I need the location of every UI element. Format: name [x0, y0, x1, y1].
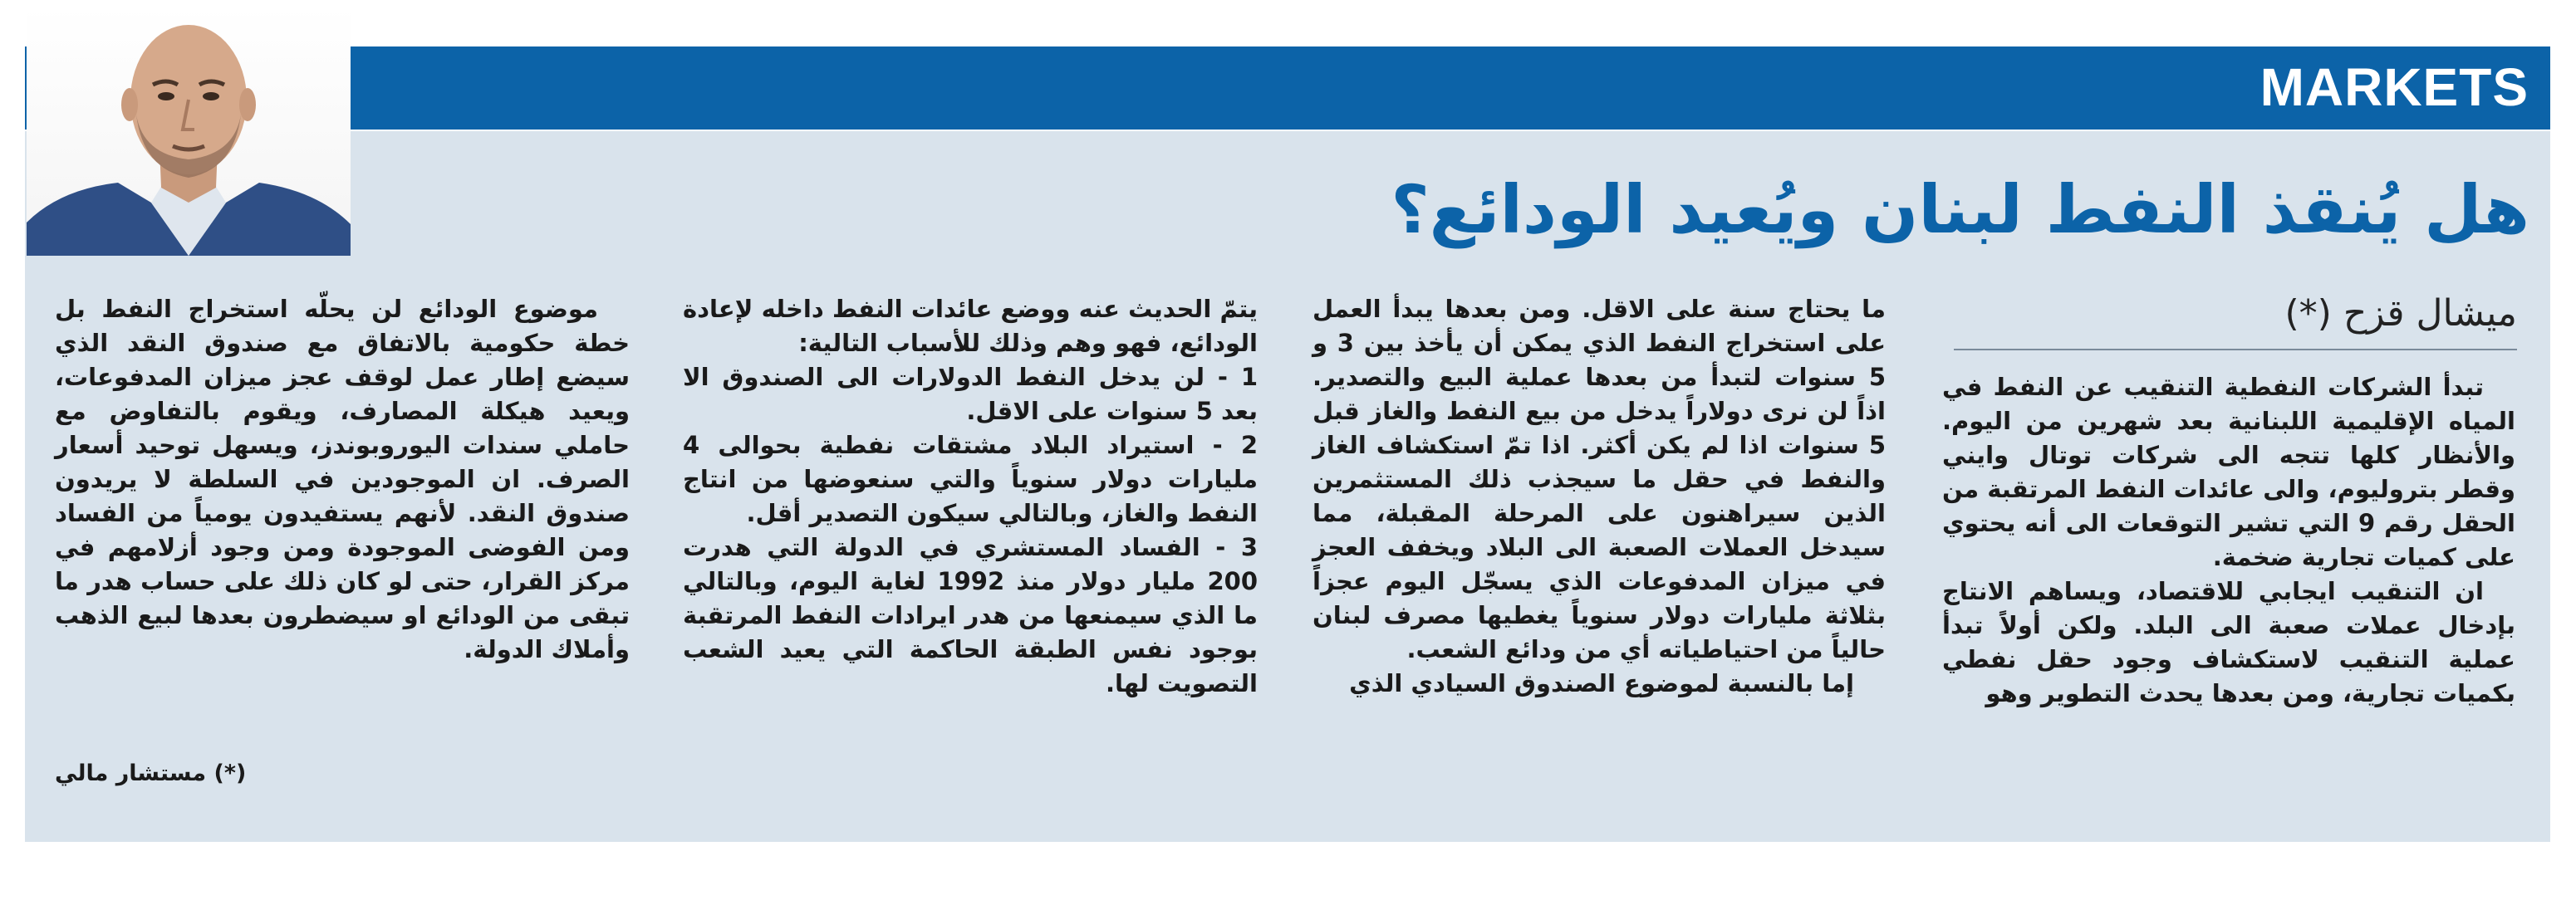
- author-photo: [27, 7, 351, 256]
- author-byline: ميشال قزح (*): [2284, 292, 2517, 335]
- paragraph: موضوع الودائع لن يحلّه استخراج النفط بل خطة حكومية بالاتفاق مع صندوق النقد الذي سيضع إطار عمل لوقف عجز ميزان المدفوعات، ويعيد هيكلة المصارف، ويقوم بالتفاوض مع حاملي سندات اليوروبوندز، ويسهل توحيد أسعار الصرف. ان الموجودين في السلطة لا يريدون صندوق النقد. لأنهم يستفيدون يومياً من الفساد ومن الفوضى الموجودة ومن وجود أزلامهم في مركز القرار، حتى لو كان ذلك على حساب هدر ما تبقى من الودائع او سيضطرون بعدها لبيع الذهب وأملاك الدولة.: [55, 295, 630, 663]
- paragraph: ما يحتاج سنة على الاقل. ومن بعدها يبدأ العمل على استخراج النفط الذي يمكن أن يأخذ بين 3 و 5 سنوات لتبدأ من بعدها عملية البيع والتصدير. اذاً لن نرى دولاراً يدخل من بيع النفط والغاز قبل 5 سنوات اذا لم يكن أكثر. اذا تمّ استكشاف الغاز والنفط في حقل ما سيجذب ذلك المستثمرين الذين سيراهنون على المرحلة المقبلة، مما سيدخل العملات الصعبة الى البلاد ويخفف العجز في ميزان المدفوعات الذي يسجّل اليوم عجزاً بثلاثة مليارات دولار سنوياً يغطيها مصرف لبنان حالياً من احتياطياته أي من ودائع الشعب.: [1313, 295, 1887, 663]
- article-column-1: [1942, 370, 2515, 835]
- article-column-4: [55, 292, 630, 757]
- article-column-3: [683, 292, 1258, 824]
- paragraph: يتمّ الحديث عنه ووضع عائدات النفط داخله لإعادة الودائع، فهو وهم وذلك للأسباب التالية:: [683, 295, 1258, 357]
- author-footnote: [55, 757, 630, 790]
- paragraph: ان التنقيب ايجابي للاقتصاد، ويساهم الانتاج بإدخال عملات صعبة الى البلد. ولكن أولاً تبدأ عملية التنقيب لاستكشاف وجود حقل نفطي بكميات تجارية، ومن بعدها يحدث التطوير وهو: [1942, 577, 2515, 707]
- author-portrait-icon: [27, 7, 351, 256]
- list-item: 3 - الفساد المستشري في الدولة التي هدرت 200 مليار دولار منذ 1992 لغاية اليوم، وبالتالي ما الذي سيمنعها من هدر ايرادات النفط المرتقبة بوجود نفس الطبقة الحاكمة التي يعيد الشعب التصويت لها.: [683, 533, 1259, 697]
- list-item: 2 - استيراد البلاد مشتقات نفطية بحوالى 4 مليارات دولار سنوياً والتي سنعوضها من انتاج النفط والغاز، وبالتالي سيكون التصدير أقل.: [683, 431, 1258, 527]
- byline-divider: [1954, 349, 2517, 350]
- footnote-text: (*) مستشار مالي: [55, 761, 247, 786]
- headline: هل يُنقذ النفط لبنان ويُعيد الودائع؟: [1391, 171, 2529, 248]
- section-header-bar: [25, 46, 2550, 130]
- list-item: 1 - لن يدخل النفط الدولارات الى الصندوق الا بعد 5 سنوات على الاقل.: [683, 363, 1258, 425]
- paragraph: تبدأ الشركات النفطية التنقيب عن النفط في المياه الإقليمية اللبنانية بعد شهرين من اليوم. والأنظار كلها تتجه الى شركات توتال وايني وقطر بتروليوم، والى عائدات النفط المرتقبة من الحقل رقم 9 التي تشير التوقعات الى أنه يحتوي على كميات تجارية ضخمة.: [1942, 373, 2515, 571]
- article-column-2: [1313, 292, 1886, 824]
- section-label: MARKETS: [2260, 57, 2529, 117]
- paragraph: إما بالنسبة لموضوع الصندوق السيادي الذي: [1349, 669, 1854, 697]
